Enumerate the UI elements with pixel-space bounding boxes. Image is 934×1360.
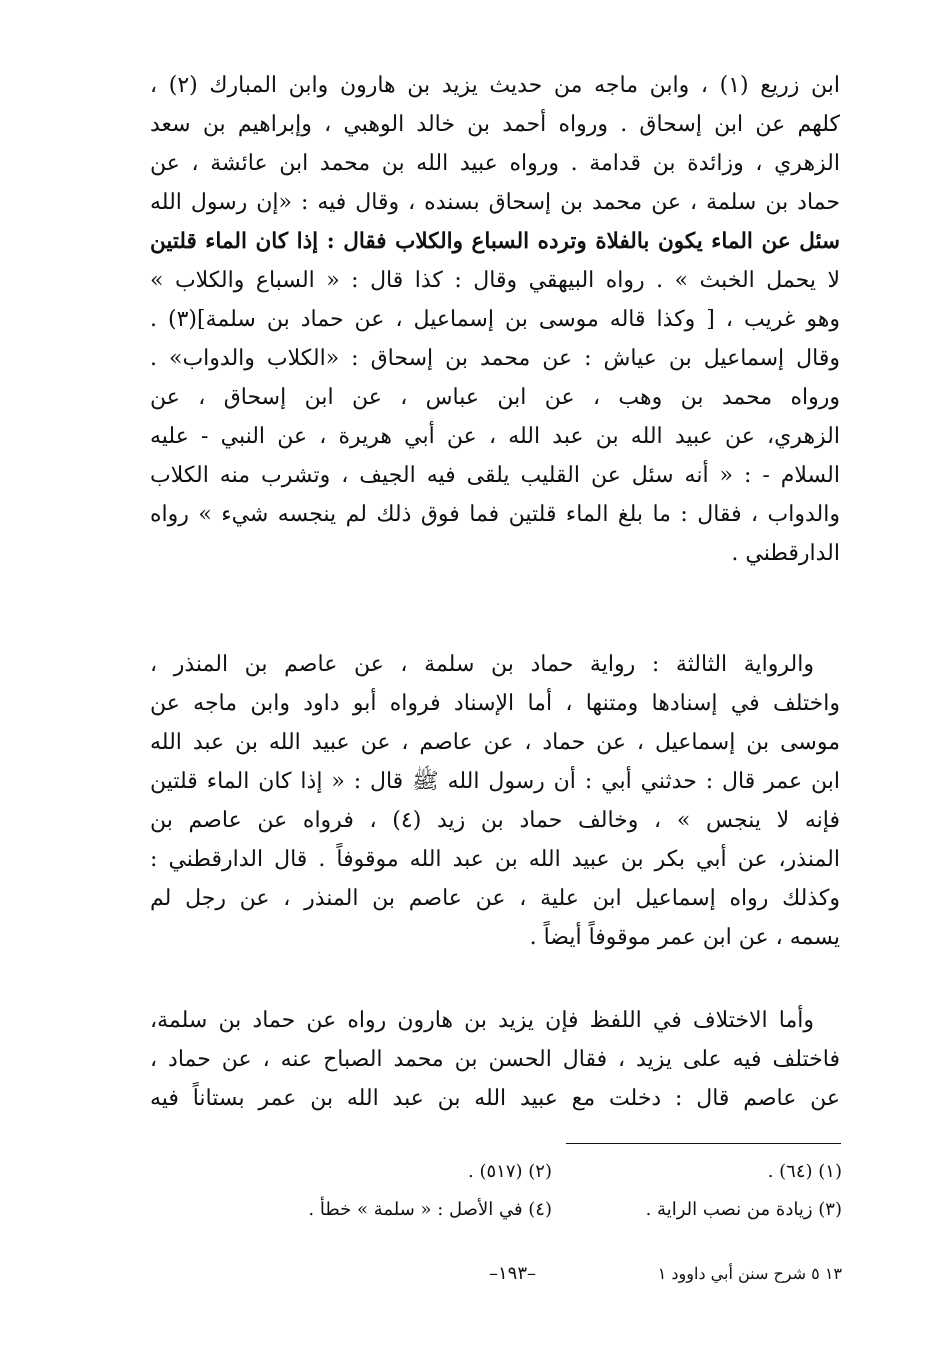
text-line: والرواية الثالثة : رواية حماد بن سلمة ، عن عاصم بن المنذر ، [150,652,814,677]
text-line: وكذلك رواه إسماعيل ابن علية ، عن عاصم بن المنذر ، عن رجل لم [150,886,840,911]
footnote-2: (٢) (٥١٧) . [468,1161,552,1182]
paragraph-2 [150,645,840,957]
text-line: والدواب ، فقال : ما بلغ الماء قلتين فما فوق ذلك لم ينجسه شيء » رواه [150,502,840,527]
paragraph-1 [150,66,840,573]
text-line: السلام - : « أنه سئل عن القليب يلقى فيه الجيف ، وتشرب منه الكلاب [150,463,840,488]
text-line: يسمه ، عن ابن عمر موقوفاً أيضاً . [529,925,840,950]
text-line: ورواه محمد بن وهب ، عن ابن عباس ، عن ابن إسحاق ، عن [150,385,840,410]
text-line: وهو غريب ، [ وكذا قاله موسى بن إسماعيل ، عن حماد بن سلمة](٣) . [150,307,840,332]
paragraph-3 [150,1001,840,1118]
footnote-3: (٣) زيادة من نصب الراية . [645,1199,842,1220]
text-line: فاختلف فيه على يزيد ، فقال الحسن بن محمد الصباح عنه ، عن حماد ، [150,1047,840,1072]
text-line: الدارقطني . [731,541,840,566]
text-line: المنذر، عن أبي بكر بن عبيد الله بن عبد الله موقوفاً . قال الدارقطني : [150,847,840,872]
signature-mark: ١٣ ٥ شرح سنن أبي داوود ١ [657,1264,842,1283]
text-line: وقال إسماعيل بن عياش : عن محمد بن إسحاق : «الكلاب والدواب» . [150,346,840,371]
text-line: فإنه لا ينجس » ، وخالف حماد بن زيد (٤) ، فرواه عن عاصم بن [150,808,840,833]
page-number: –١٩٣– [488,1263,536,1284]
text-line: الزهري، عن عبيد الله بن عبد الله ، عن أبي هريرة ، عن النبي - عليه [150,424,840,449]
text-line: كلهم عن ابن إسحاق . ورواه أحمد بن خالد الوهبي ، وإبراهيم بن سعد [150,112,840,137]
text-line: لا يحمل الخبث » . رواه البيهقي وقال : كذا قال : « السباع والكلاب » [150,268,840,293]
text-line: عن عاصم قال : دخلت مع عبيد الله بن عبد الله بن عمر بستاناً فيه [150,1086,840,1111]
text-line: سئل عن الماء يكون بالفلاة وترده السباع والكلاب فقال : إذا كان الماء قلتين [150,229,840,254]
text-line: موسى بن إسماعيل ، عن حماد ، عن عاصم ، عن عبيد الله بن عبد الله [150,730,840,755]
text-line: حماد بن سلمة ، عن محمد بن إسحاق بسنده ، وقال فيه : «إن رسول الله [150,190,840,215]
footnote-divider [566,1143,841,1144]
text-line: ابن عمر قال : حدثني أبي : أن رسول الله ﷺ قال : « إذا كان الماء قلتين [150,769,840,794]
text-line: الزهري ، وزائدة بن قدامة . ورواه عبيد الله بن محمد ابن عائشة ، عن [150,151,840,176]
footnote-4: (٤) في الأصل : « سلمة » خطأ . [308,1199,552,1220]
text-line: ابن زريع (١) ، وابن ماجه من حديث يزيد بن هارون وابن المبارك (٢) ، [150,73,840,98]
text-line: واختلف في إسنادها ومتنها ، أما الإسناد فرواه أبو داود وابن ماجه عن [150,691,840,716]
footnote-1: (١) (٦٤) . [767,1161,842,1182]
text-line: وأما الاختلاف في اللفظ فإن يزيد بن هارون رواه عن حماد بن سلمة، [150,1008,814,1033]
